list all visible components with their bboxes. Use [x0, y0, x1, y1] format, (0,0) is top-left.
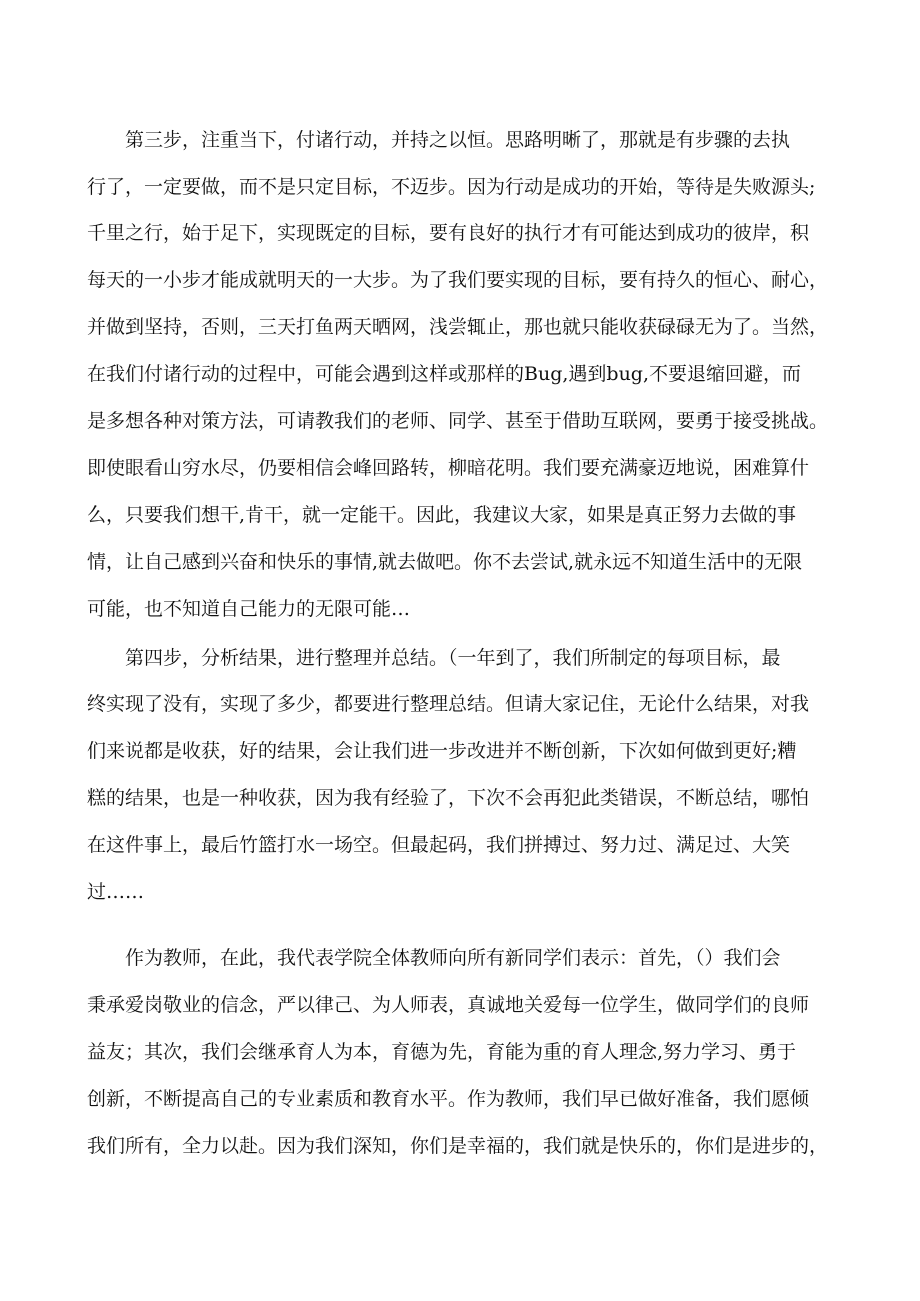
text-line: 在这件事上，最后竹篮打水一场空。但最起码，我们拼搏过、努力过、满足过、大笑	[87, 834, 791, 856]
text-line: 秉承爱岗敬业的信念，严以律己、为人师表，真诚地关爱每一位学生，做同学们的良师	[87, 994, 810, 1016]
text-line: 作为教师，在此，我代表学院全体教师向所有新同学们表示：首先，（）我们会	[87, 947, 781, 969]
text-line: 么，只要我们想干,肯干，就一定能干。因此，我建议大家，如果是真正努力去做的事	[87, 504, 797, 526]
text-line: 我们所有，全力以赴。因为我们深知，你们是幸福的，我们就是快乐的，你们是进步的，	[87, 1135, 829, 1157]
text-line: 即使眼看山穷水尽，仍要相信会峰回路转，柳暗花明。我们要充满豪迈地说，困难算什	[87, 457, 810, 479]
text-line: 糕的结果，也是一种收获，因为我有经验了，下次不会再犯此类错误，不断总结，哪怕	[87, 787, 810, 809]
text-line: 情，让自己感到兴奋和快乐的事情,就去做吧。你不去尝试,就永远不知道生活中的无限	[87, 551, 803, 573]
text-line: 终实现了没有，实现了多少，都要进行整理总结。但请大家记住，无论什么结果，对我	[87, 693, 810, 715]
text-line: 创新，不断提高自己的专业素质和教育水平。作为教师，我们早已做好准备，我们愿倾	[87, 1088, 810, 1110]
text-line: 千里之行，始于足下，实现既定的目标，要有良好的执行才有可能达到成功的彼岸，积	[87, 222, 810, 244]
text-line: 第四步，分析结果，进行整理并总结。（一年到了，我们所制定的每项目标，最	[87, 647, 781, 669]
text-line: 过……	[87, 881, 145, 903]
text-line: 第三步，注重当下，付诸行动，并持之以恒。思路明晰了，那就是有步骤的去执	[87, 129, 791, 151]
text-line: 益友；其次，我们会继承育人为本，育德为先，育能为重的育人理念,努力学习、勇于	[87, 1041, 797, 1063]
text-line: 并做到坚持，否则，三天打鱼两天晒网，浅尝辄止，那也就只能收获碌碌无为了。当然，	[87, 316, 829, 338]
text-line: 是多想各种对策方法，可请教我们的老师、同学、甚至于借助互联网，要勇于接受挑战。	[87, 410, 829, 432]
text-line: 可能，也不知道自己能力的无限可能…	[87, 598, 411, 620]
text-line: 每天的一小步才能成就明天的一大步。为了我们要实现的目标，要有持久的恒心、耐心，	[87, 269, 829, 291]
text-line: 们来说都是收获，好的结果，会让我们进一步改进并不断创新，下次如何做到更好;糟	[87, 740, 797, 762]
text-line: 行了，一定要做，而不是只定目标，不迈步。因为行动是成功的开始，等待是失败源头;	[87, 176, 816, 198]
text-line: 在我们付诸行动的过程中，可能会遇到这样或那样的Bug,遇到bug,不要退缩回避，而	[87, 363, 802, 385]
